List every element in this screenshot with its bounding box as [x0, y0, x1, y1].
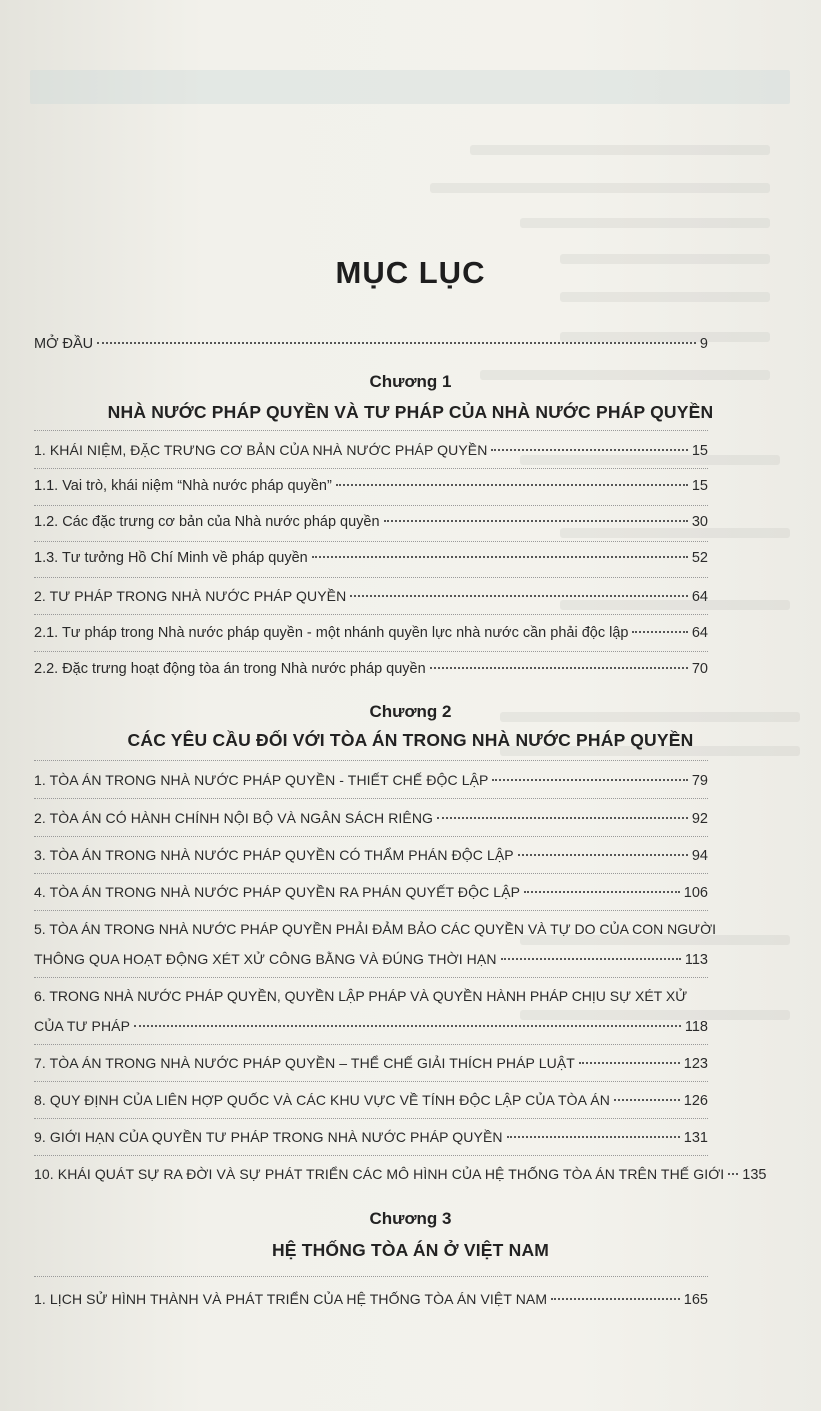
toc-entry[interactable]: [34, 1291, 708, 1308]
divider: [34, 1044, 708, 1045]
toc-entry-label: 2. TƯ PHÁP TRONG NHÀ NƯỚC PHÁP QUYỀN: [34, 588, 347, 604]
toc-entry-label: MỞ ĐẦU: [34, 336, 94, 352]
toc-page-number: 15: [691, 478, 708, 494]
toc-entry-label: 4. TÒA ÁN TRONG NHÀ NƯỚC PHÁP QUYỀN RA PHÁN QUYẾT ĐỘC LẬP: [34, 884, 521, 900]
toc-entry-label: 1.3. Tư tưởng Hồ Chí Minh về pháp quyền: [34, 550, 308, 566]
toc-page-number: 131: [683, 1130, 708, 1146]
toc-page-number: 70: [691, 661, 708, 677]
divider: [34, 910, 708, 911]
toc-entry-label: 8. QUY ĐỊNH CỦA LIÊN HỢP QUỐC VÀ CÁC KHU VỰC VỀ TÍNH ĐỘC LẬP CỦA TÒA ÁN: [34, 1092, 610, 1108]
toc-entry-label-line2: CỦA TƯ PHÁP: [34, 1018, 131, 1034]
toc-entry[interactable]: [34, 588, 708, 605]
chapter-number: Chương 2: [369, 702, 452, 721]
toc-entry-label: 9. GIỚI HẠN CỦA QUYỀN TƯ PHÁP TRONG NHÀ NƯỚC PHÁP QUYỀN: [34, 1129, 503, 1145]
toc-entry-label[interactable]: 5. TÒA ÁN TRONG NHÀ NƯỚC PHÁP QUYỀN PHẢI ĐẢM BẢO CÁC QUYỀN VÀ TỰ DO CỦA CON NGƯỜI: [34, 921, 716, 937]
toc-entry[interactable]: [34, 1055, 708, 1072]
toc-entry[interactable]: [34, 810, 708, 827]
toc-entry-label-line2: THÔNG QUA HOẠT ĐỘNG XÉT XỬ CÔNG BẰNG VÀ ĐÚNG THỜI HẠN: [34, 951, 497, 967]
toc-page-number: 79: [691, 773, 708, 789]
toc-page-number: 123: [683, 1056, 708, 1072]
dot-leader: [350, 595, 688, 597]
toc-page-number: 64: [691, 589, 708, 605]
dot-leader: [491, 449, 687, 451]
toc-entry[interactable]: [34, 514, 708, 530]
toc-page-number: 106: [683, 885, 708, 901]
toc-entry[interactable]: [34, 625, 708, 641]
dot-leader: [97, 342, 696, 344]
toc-entry-label: 1. KHÁI NIỆM, ĐẶC TRƯNG CƠ BẢN CỦA NHÀ NƯỚC PHÁP QUYỀN: [34, 442, 488, 458]
toc-entry[interactable]: [34, 772, 708, 789]
divider: [34, 468, 708, 469]
dot-leader: [437, 817, 688, 819]
dot-leader: [728, 1173, 738, 1175]
divider: [34, 798, 708, 799]
dot-leader: [614, 1099, 680, 1101]
toc-entry[interactable]: [34, 478, 708, 494]
divider: [34, 1155, 708, 1156]
chapter-number: Chương 3: [369, 1209, 452, 1228]
divider: [34, 651, 708, 652]
toc-entry[interactable]: [34, 1129, 708, 1146]
divider: [34, 836, 708, 837]
toc-entry[interactable]: [34, 550, 708, 566]
toc-entry-intro[interactable]: [34, 336, 708, 352]
divider: [34, 760, 708, 761]
toc-entry-label: 2. TÒA ÁN CÓ HÀNH CHÍNH NỘI BỘ VÀ NGÂN SÁCH RIÊNG: [34, 810, 434, 826]
dot-leader: [524, 891, 680, 893]
page-title: MỤC LỤC: [335, 255, 486, 290]
divider: [34, 430, 708, 431]
divider: [34, 505, 708, 506]
toc-page-number: 94: [691, 848, 708, 864]
toc-entry-label: 3. TÒA ÁN TRONG NHÀ NƯỚC PHÁP QUYỀN CÓ THẨM PHÁN ĐỘC LẬP: [34, 847, 514, 863]
toc-entry-label: 1. LỊCH SỬ HÌNH THÀNH VÀ PHÁT TRIỂN CỦA HỆ THỐNG TÒA ÁN VIỆT NAM: [34, 1291, 548, 1307]
divider: [34, 541, 708, 542]
dot-leader: [507, 1136, 680, 1138]
chapter-number: Chương 1: [369, 372, 452, 391]
toc-page-number: 126: [683, 1093, 708, 1109]
toc-entry-label: 1.1. Vai trò, khái niệm “Nhà nước pháp quyền”: [34, 478, 332, 494]
toc-entry-label: 10. KHÁI QUÁT SỰ RA ĐỜI VÀ SỰ PHÁT TRIỂN CÁC MÔ HÌNH CỦA HỆ THỐNG TÒA ÁN TRÊN THẾ GIỚI: [34, 1166, 725, 1182]
toc-entry-label: 7. TÒA ÁN TRONG NHÀ NƯỚC PHÁP QUYỀN – THỂ CHẾ GIẢI THÍCH PHÁP LUẬT: [34, 1055, 575, 1071]
dot-leader: [579, 1062, 680, 1064]
toc-entry[interactable]: [34, 1018, 708, 1035]
divider: [34, 1118, 708, 1119]
chapter-title: CÁC YÊU CẦU ĐỐI VỚI TÒA ÁN TRONG NHÀ NƯỚC PHÁP QUYỀN: [127, 730, 694, 750]
toc-entry[interactable]: [34, 884, 708, 901]
dot-leader: [134, 1025, 681, 1027]
toc-entry-label: 2.1. Tư pháp trong Nhà nước pháp quyền - một nhánh quyền lực nhà nước cần phải độc lập: [34, 625, 629, 641]
toc-entry-label: 1. TÒA ÁN TRONG NHÀ NƯỚC PHÁP QUYỀN - THIẾT CHẾ ĐỘC LẬP: [34, 772, 489, 788]
toc-entry[interactable]: [34, 951, 708, 968]
toc-page-number: 9: [699, 336, 708, 352]
toc-page-number: 30: [691, 514, 708, 530]
dot-leader: [312, 556, 688, 558]
toc-entry[interactable]: [34, 661, 708, 677]
divider: [34, 577, 708, 578]
toc-page-number: 135: [742, 1167, 767, 1183]
toc-entry-label[interactable]: 6. TRONG NHÀ NƯỚC PHÁP QUYỀN, QUYỀN LẬP PHÁP VÀ QUYỀN HÀNH PHÁP CHỊU SỰ XÉT XỬ: [34, 988, 688, 1004]
dot-leader: [384, 520, 688, 522]
toc-page-number: 52: [691, 550, 708, 566]
toc-page-number: 118: [684, 1019, 708, 1035]
dot-leader: [430, 667, 688, 669]
toc-page-number: 165: [683, 1292, 708, 1308]
toc-entry-label: 2.2. Đặc trưng hoạt động tòa án trong Nhà nước pháp quyền: [34, 661, 426, 677]
dot-leader: [632, 631, 687, 633]
toc-page-number: 64: [691, 625, 708, 641]
toc-entry[interactable]: [34, 1092, 708, 1109]
toc-page-number: 15: [691, 443, 708, 459]
dot-leader: [336, 484, 688, 486]
dot-leader: [518, 854, 688, 856]
toc-page-number: 92: [691, 811, 708, 827]
dot-leader: [492, 779, 687, 781]
toc-entry[interactable]: [34, 442, 708, 459]
dot-leader: [501, 958, 681, 960]
divider: [34, 1276, 708, 1277]
toc-entry-label: 1.2. Các đặc trưng cơ bản của Nhà nước pháp quyền: [34, 514, 380, 530]
dot-leader: [551, 1298, 680, 1300]
toc-entry[interactable]: [34, 847, 708, 864]
divider: [34, 1081, 708, 1082]
toc-page-number: 113: [684, 952, 708, 968]
chapter-title: NHÀ NƯỚC PHÁP QUYỀN VÀ TƯ PHÁP CỦA NHÀ NƯỚC PHÁP QUYỀN: [107, 402, 714, 422]
toc-entry[interactable]: [34, 1166, 767, 1183]
divider: [34, 614, 708, 615]
divider: [34, 873, 708, 874]
chapter-title: HỆ THỐNG TÒA ÁN Ở VIỆT NAM: [271, 1240, 550, 1260]
divider: [34, 977, 708, 978]
